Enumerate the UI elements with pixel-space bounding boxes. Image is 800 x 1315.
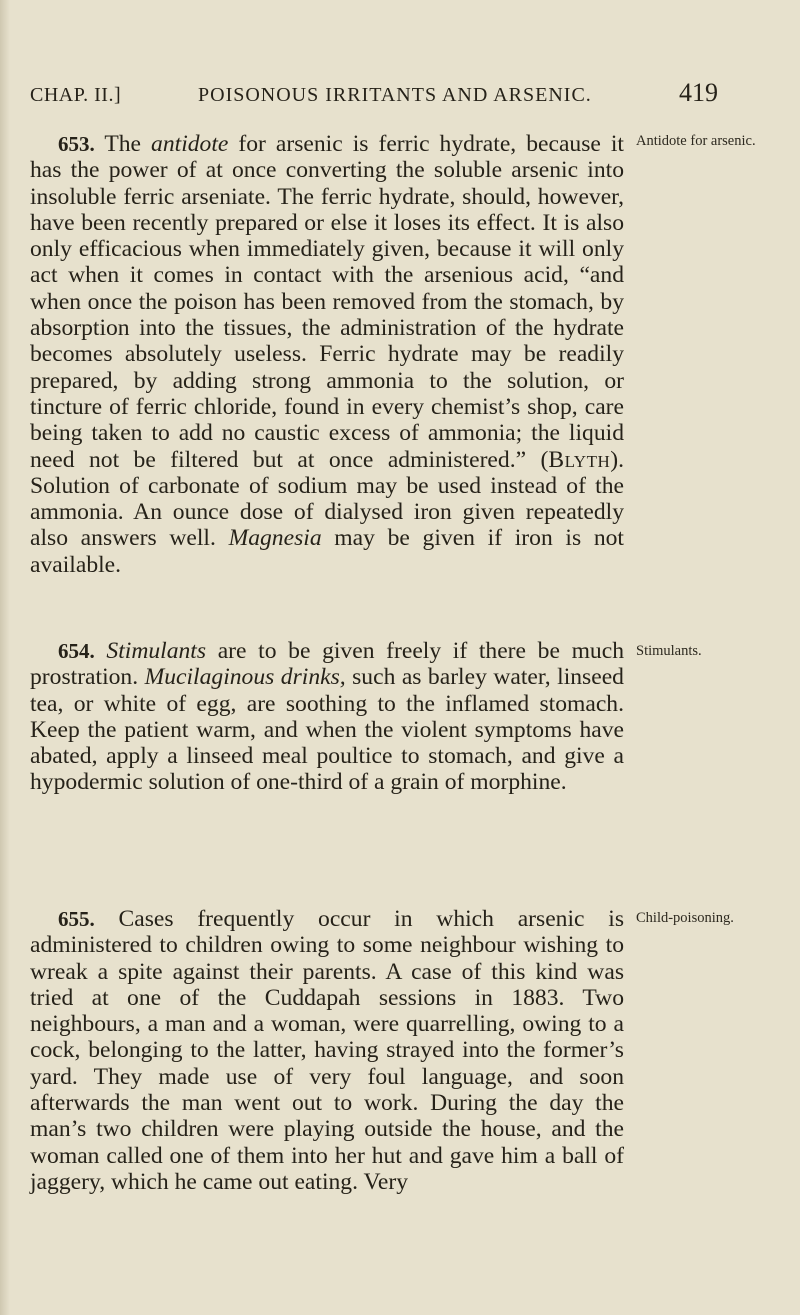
running-title: POISONOUS IRRITANTS AND ARSENIC.	[198, 84, 592, 106]
emphasis-antidote: antidote	[151, 131, 229, 157]
running-header	[30, 78, 718, 110]
paragraph-654	[30, 638, 624, 796]
paragraph-text: for arsenic is ferric hydrate, because it has the power of at once converting the soluble arsenic into insoluble ferric arseniate. The ferric hydrate, should, however, have been recently prepared or else it loses its effect. It is also only efficacious when immediately given, because it will only act when it comes in contact with the arsenious acid, “and when once the poison has been removed from the stomach, by absorption into the tissues, the administration of the hydrate becomes absolutely useless. Ferric hydrate may be readily prepared, by adding strong ammonia to the solution, or tincture of ferric chloride, found in every chemist’s shop, care being taken to add no caustic excess of ammonia; the liquid need not be filtered but at once administered.” (	[30, 131, 624, 473]
citation-author: Blyth	[548, 446, 611, 473]
margin-note-child-poisoning: Child-poisoning.	[636, 910, 734, 926]
paragraph-655	[30, 906, 624, 1195]
paragraph-text: may be given if iron is not available.	[30, 525, 624, 578]
paragraph-text: Cases frequently occur in which arsenic is administered to children owing to some neighbour wishing to wreak a spite against their parents. A case of this kind was tried at one of the Cuddapah sessions in 1883. Two neighbours, a man and a woman, were quarrelling, owing to a cock, belonging to the latter, having strayed into the former’s yard. They made use of very foul language, and soon afterwards the man went out to work. During the day the man’s two children were playing outside the house, and the woman called one of them into her hut and gave him a ball of jaggery, which he came out eating. Very	[30, 906, 624, 1195]
page-edge-shadow	[0, 0, 10, 1315]
chapter-label: CHAP. II.]	[30, 84, 122, 106]
paragraph-text: The	[104, 131, 152, 157]
emphasis-stimulants: Stimulants	[106, 638, 207, 664]
paragraph-number: 653.	[58, 132, 95, 156]
emphasis-magnesia: Magnesia	[228, 525, 322, 552]
paragraph-number: 655.	[58, 907, 95, 931]
paragraph-number: 654.	[58, 639, 95, 663]
emphasis-mucilaginous: Mucilaginous drinks,	[144, 664, 346, 691]
paragraph-text: ). Solution of carbonate of sodium may be used instead of the ammonia. An ounce dose of dialysed iron given repeatedly also answers well.	[30, 446, 624, 552]
margin-note-antidote: Antidote for arsenic.	[636, 133, 756, 149]
paragraph-653	[30, 131, 624, 578]
page-number: 419	[679, 78, 718, 107]
paragraph-text: are to be given freely if there be much prostration.	[30, 638, 624, 691]
margin-note-stimulants: Stimulants.	[636, 643, 702, 659]
paragraph-text: such as barley water, linseed tea, or white of egg, are soothing to the inflamed stomach. Keep the patient warm, and when the violent symptoms have abated, apply a linseed meal poultice to stomach, and give a hypodermic solution of one-third of a grain of morphine.	[30, 664, 624, 796]
